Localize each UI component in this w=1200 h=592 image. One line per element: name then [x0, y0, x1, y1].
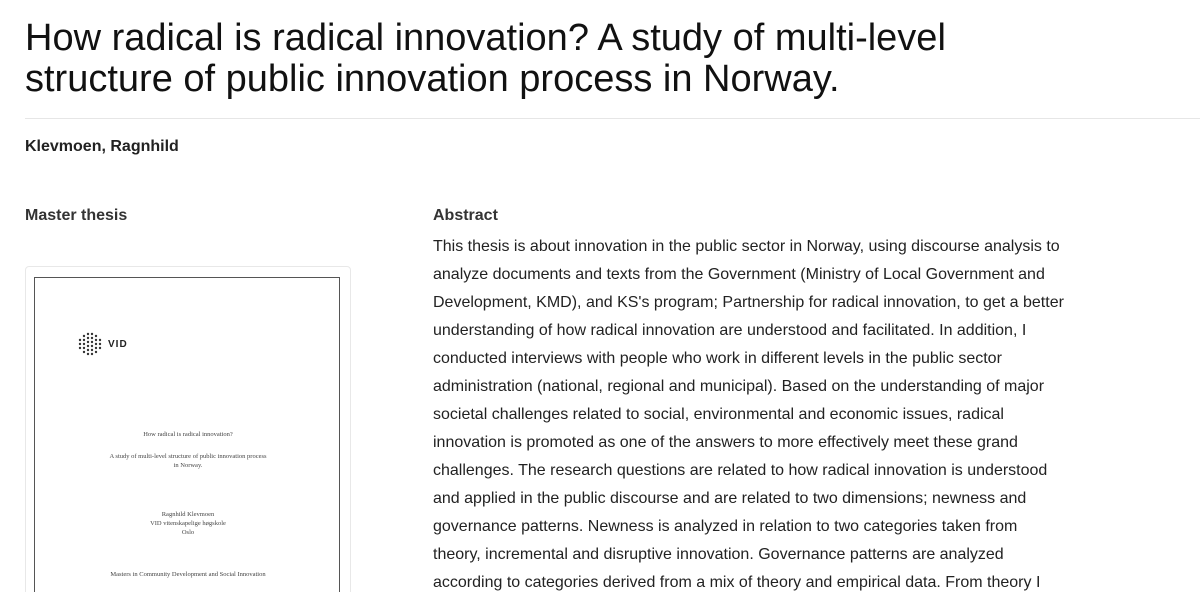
- cover-institution: VID vitenskapelige høgskole: [150, 520, 226, 527]
- vid-logo: [77, 332, 128, 356]
- abstract-line: Development, KMD), and KS's program; Partnership for radical innovation, to get a better: [433, 294, 1064, 311]
- page-title-line: How radical is radical innovation? A study of multi-level: [25, 17, 946, 59]
- abstract-line: challenges. The research questions are related to how radical innovation is understood: [433, 462, 1048, 479]
- cover-program: Masters in Community Development and Social Innovation: [110, 571, 266, 578]
- abstract-heading: Abstract: [433, 207, 498, 224]
- page-title: [25, 18, 1185, 100]
- item-type-label: Master thesis: [25, 207, 128, 224]
- cover-subtitle-line: in Norway.: [173, 462, 203, 469]
- vid-dots-logo-icon: [77, 332, 103, 356]
- title-divider: [25, 118, 1200, 119]
- author-link[interactable]: Klevmoen, Ragnhild: [25, 138, 179, 155]
- abstract-text: [433, 233, 1200, 592]
- abstract-line: analyze documents and texts from the Government (Ministry of Local Government and: [433, 266, 1045, 283]
- cover-subtitle-line: A study of multi-level structure of public innovation process: [109, 453, 267, 460]
- cover-author: Ragnhild Klevmoen: [161, 511, 215, 518]
- abstract-line: governance patterns. Newness is analyzed in relation to two categories taken from: [433, 518, 1018, 535]
- abstract-line: societal challenges related to social, environmental and economic issues, radical: [433, 406, 1004, 423]
- vid-logo-text: VID: [108, 338, 128, 350]
- cover-city: Oslo: [181, 529, 195, 536]
- abstract-line: according to categories derived from a mix of theory and empirical data. From theory I: [433, 574, 1041, 591]
- thumbnail-cover-page: [34, 277, 340, 592]
- abstract-line: theory, incremental and disruptive innovation. Governance patterns are analyzed: [433, 546, 1004, 563]
- abstract-line: This thesis is about innovation in the public sector in Norway, using discourse analysis to: [433, 238, 1060, 255]
- abstract-line: administration (national, regional and municipal). Based on the understanding of major: [433, 378, 1045, 395]
- abstract-line: and applied in the public discourse and are related to two dimensions; newness and: [433, 490, 1027, 507]
- abstract-line: understanding of how radical innovation are understood and facilitated. In addition, I: [433, 322, 1027, 339]
- cover-title: How radical is radical innovation?: [143, 431, 233, 438]
- thesis-thumbnail[interactable]: [25, 266, 351, 592]
- abstract-line: conducted interviews with people who work in different levels in the public sector: [433, 350, 1002, 367]
- page-title-line: structure of public innovation process in Norway.: [25, 58, 840, 100]
- abstract-line: innovation is promoted as one of the answers to more effectively meet these grand: [433, 434, 1018, 451]
